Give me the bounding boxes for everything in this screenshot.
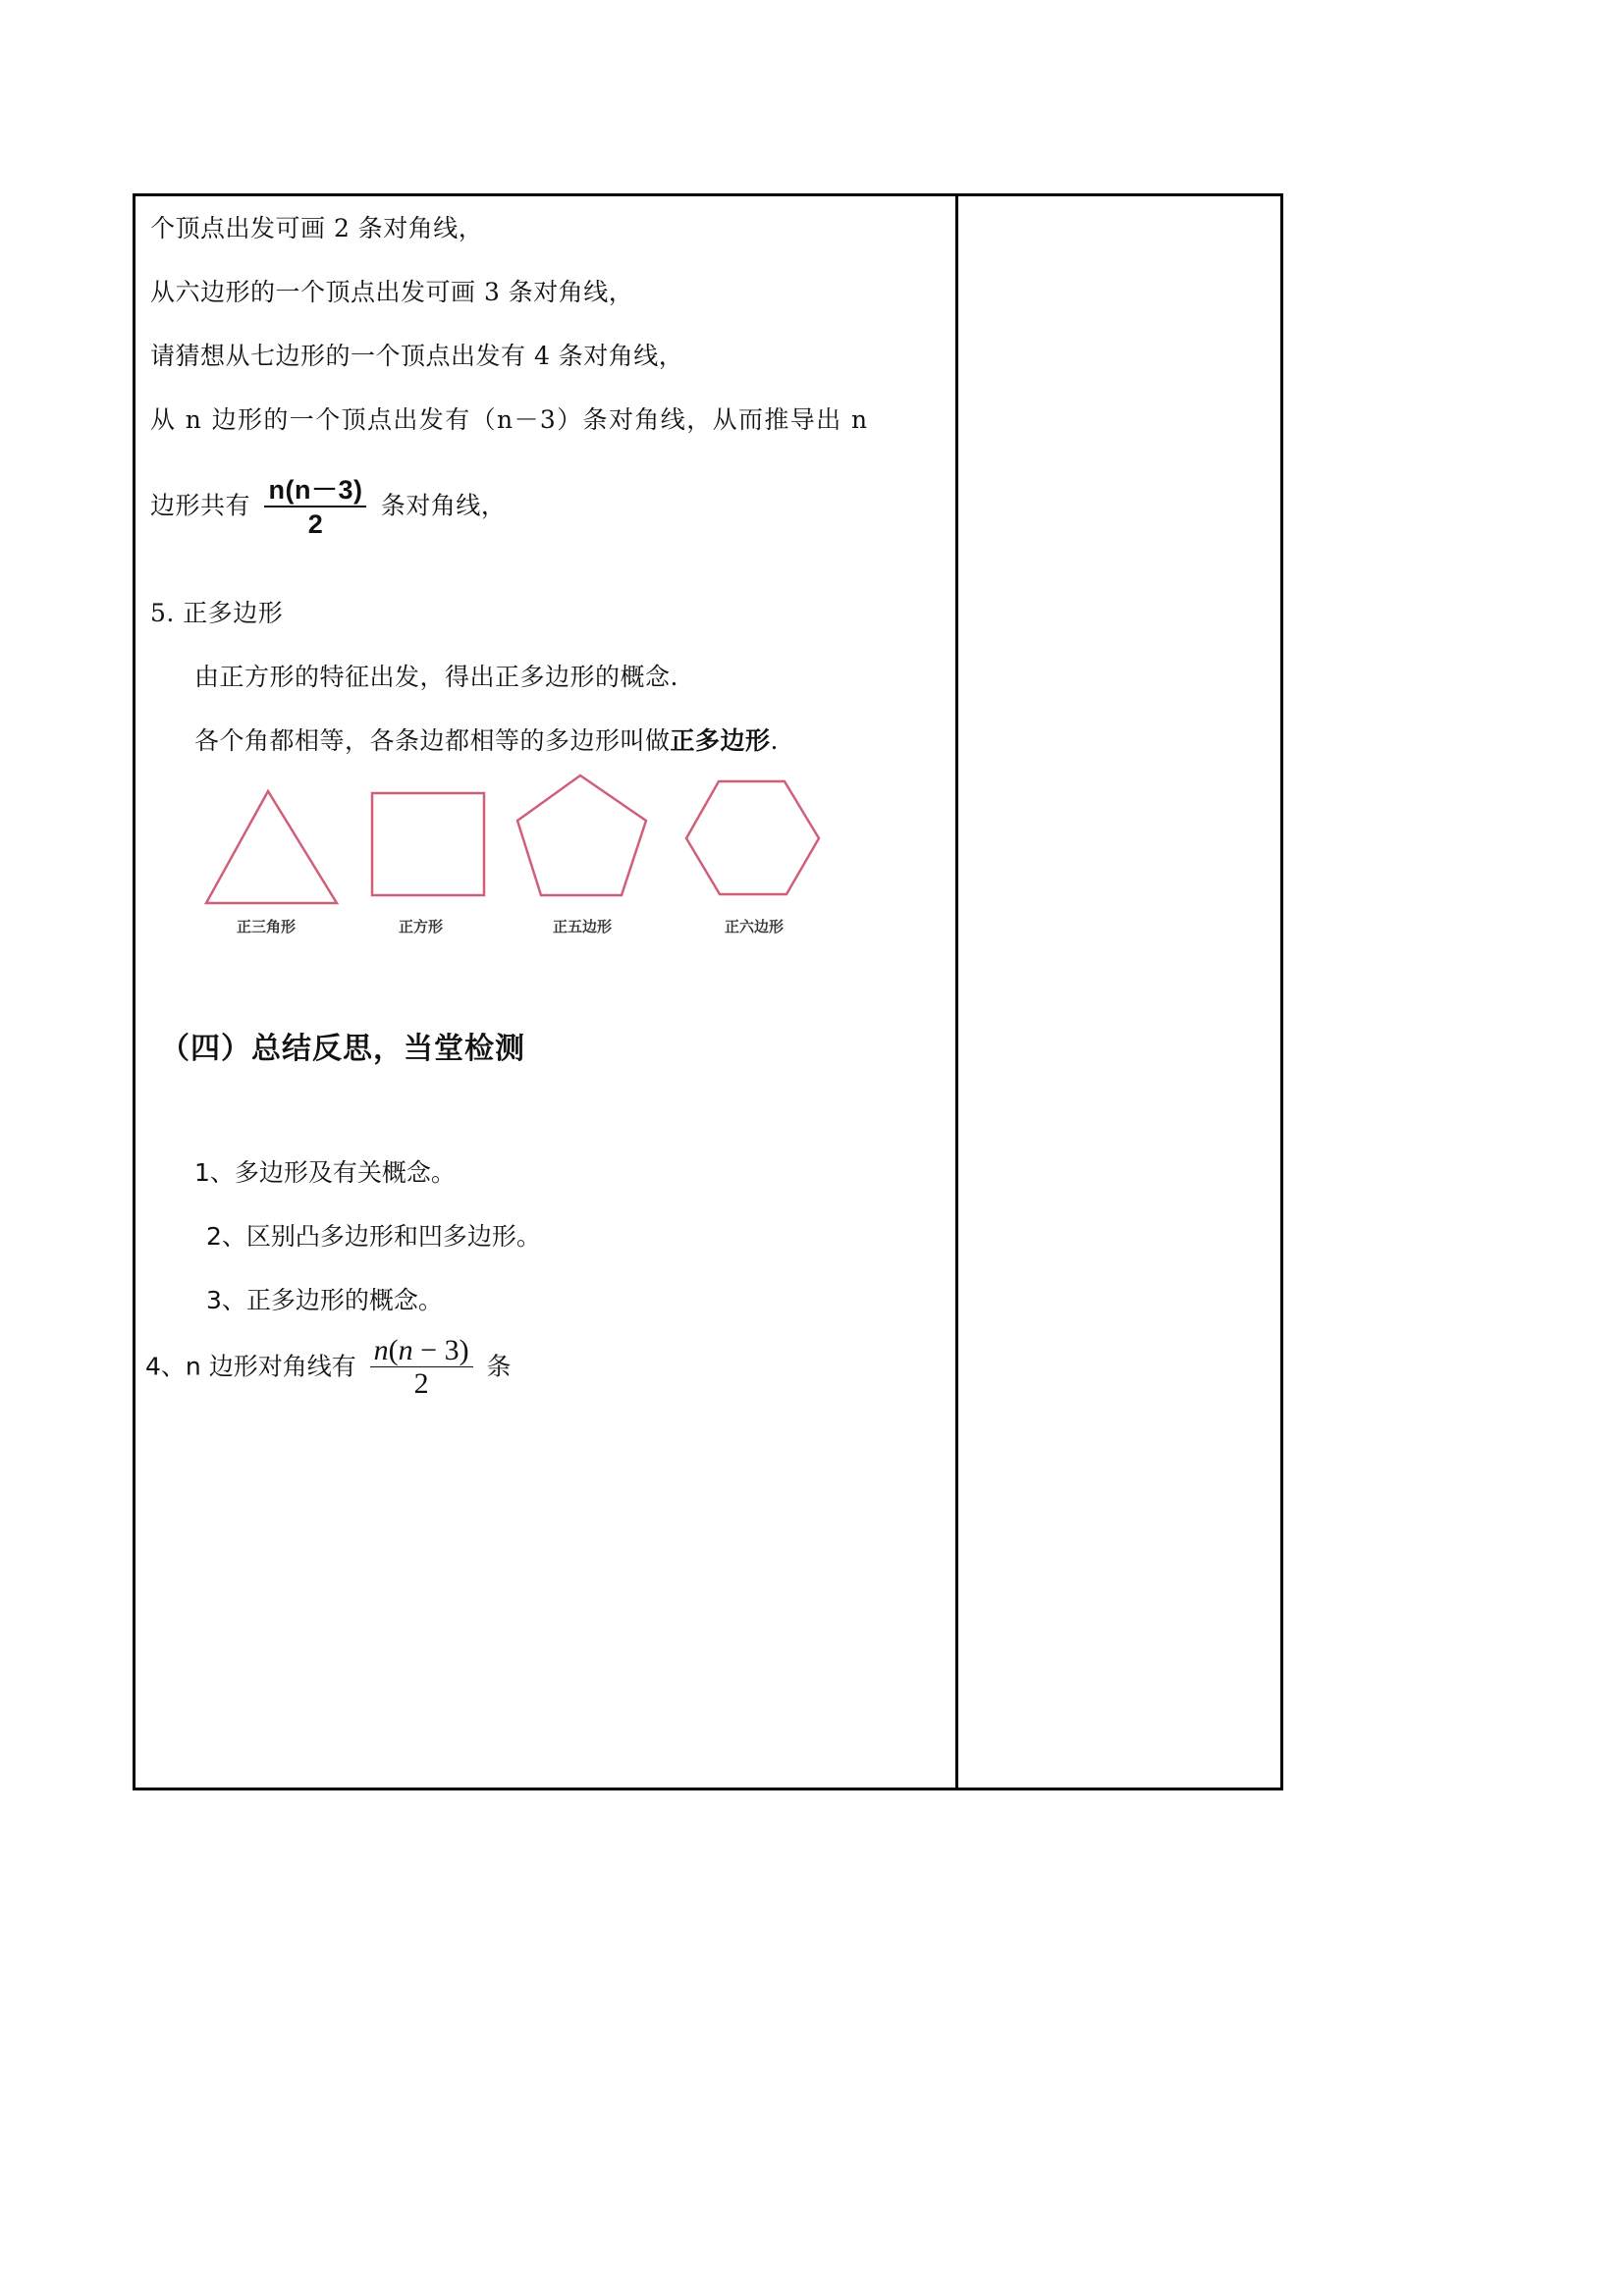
section5-title: 5. 正多边形	[150, 599, 284, 627]
summary-item-3: 3、正多边形的概念。	[206, 1286, 443, 1314]
column-divider	[955, 196, 958, 1788]
figure-label-pentagon: 正五边形	[553, 918, 613, 935]
figure-label-square: 正方形	[399, 918, 444, 935]
square-icon	[372, 793, 484, 895]
text-line-4: 从 n 边形的一个顶点出发有（n－3）条对角线，从而推导出 n	[150, 405, 869, 434]
text-line-1: 个顶点出发可画 2 条对角线，	[150, 214, 484, 242]
item4-prefix: 4、n 边形对角线有	[145, 1352, 356, 1381]
definition-suffix: .	[770, 726, 779, 755]
figure-label-triangle: 正三角形	[237, 918, 297, 935]
summary-item-2: 2、区别凸多边形和凹多边形。	[206, 1222, 541, 1251]
text-line-2: 从六边形的一个顶点出发可画 3 条对角线，	[150, 278, 634, 306]
pentagon-icon	[517, 775, 646, 895]
figure-label-hexagon: 正六边形	[725, 918, 785, 935]
total-prefix: 边形共有	[150, 491, 251, 520]
definition-term: 正多边形	[670, 726, 771, 755]
summary-item-4	[145, 1335, 512, 1401]
item4-suffix: 条	[486, 1352, 512, 1381]
item4-fraction	[370, 1335, 473, 1401]
item4-fraction-denominator: 2	[413, 1367, 429, 1400]
summary-item-1: 1、多边形及有关概念。	[194, 1158, 456, 1187]
hexagon-icon	[686, 781, 819, 894]
total-suffix: 条对角线，	[380, 491, 507, 520]
section5-intro: 由正方形的特征出发，得出正多边形的概念.	[194, 663, 678, 691]
fraction-denominator: 2	[307, 509, 324, 539]
section4-heading: （四）总结反思，当堂检测	[160, 1032, 525, 1066]
item4-fraction-numerator: n(n − 3)	[370, 1335, 473, 1367]
definition-prefix: 各个角都相等，各条边都相等的多边形叫做	[194, 726, 671, 755]
fraction-numerator: n(n－3)	[264, 474, 366, 507]
text-line-3: 请猜想从七边形的一个顶点出发有 4 条对角线，	[150, 342, 684, 370]
regular-polygons-figure	[135, 196, 955, 982]
lesson-table	[133, 193, 1283, 1790]
triangle-icon	[206, 791, 337, 903]
